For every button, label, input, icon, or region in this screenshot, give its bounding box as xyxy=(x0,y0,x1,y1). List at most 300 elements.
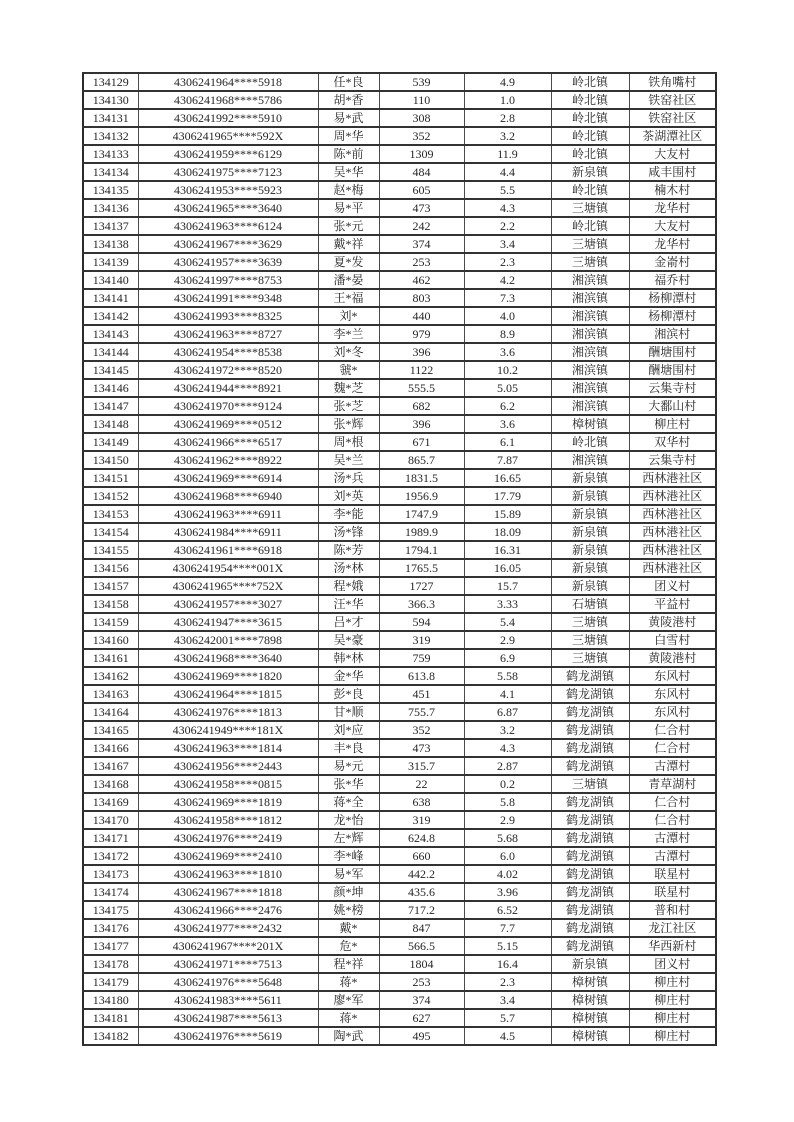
cell-value2: 7.87 xyxy=(464,451,551,469)
cell-town: 鹤龙湖镇 xyxy=(551,667,629,685)
cell-seq: 134154 xyxy=(83,523,138,541)
cell-value2: 3.2 xyxy=(464,721,551,739)
cell-seq: 134164 xyxy=(83,703,138,721)
cell-village: 龙华村 xyxy=(629,199,716,217)
cell-village: 大鄱山村 xyxy=(629,397,716,415)
cell-name: 金*华 xyxy=(318,667,379,685)
cell-seq: 134140 xyxy=(83,271,138,289)
cell-town: 岭北镇 xyxy=(551,217,629,235)
cell-value1: 22 xyxy=(379,775,464,793)
cell-name: 周*华 xyxy=(318,127,379,145)
table-row xyxy=(83,163,716,181)
table-row xyxy=(83,505,716,523)
table-row xyxy=(83,883,716,901)
cell-town: 新泉镇 xyxy=(551,559,629,577)
cell-value2: 17.79 xyxy=(464,487,551,505)
table-row xyxy=(83,685,716,703)
cell-village: 龙华村 xyxy=(629,235,716,253)
cell-value2: 3.33 xyxy=(464,595,551,613)
cell-value1: 624.8 xyxy=(379,829,464,847)
cell-name: 姚*榜 xyxy=(318,901,379,919)
cell-seq: 134179 xyxy=(83,973,138,991)
cell-value2: 2.87 xyxy=(464,757,551,775)
cell-value1: 315.7 xyxy=(379,757,464,775)
table-row xyxy=(83,433,716,451)
cell-name: 汤*林 xyxy=(318,559,379,577)
cell-seq: 134148 xyxy=(83,415,138,433)
cell-name: 颜*坤 xyxy=(318,883,379,901)
cell-id-number: 4306241969****2410 xyxy=(138,847,318,865)
cell-name: 吕*才 xyxy=(318,613,379,631)
cell-village: 西林港社区 xyxy=(629,505,716,523)
table-row xyxy=(83,919,716,937)
cell-seq: 134143 xyxy=(83,325,138,343)
cell-name: 廖*军 xyxy=(318,991,379,1009)
cell-village: 茶湖潭社区 xyxy=(629,127,716,145)
cell-value2: 5.68 xyxy=(464,829,551,847)
cell-id-number: 4306241963****6911 xyxy=(138,505,318,523)
table-row xyxy=(83,199,716,217)
cell-seq: 134182 xyxy=(83,1027,138,1045)
cell-value1: 638 xyxy=(379,793,464,811)
cell-seq: 134147 xyxy=(83,397,138,415)
cell-name: 龙*怡 xyxy=(318,811,379,829)
cell-value2: 5.15 xyxy=(464,937,551,955)
cell-seq: 134159 xyxy=(83,613,138,631)
cell-id-number: 4306241965****752X xyxy=(138,577,318,595)
cell-value2: 16.31 xyxy=(464,541,551,559)
cell-name: 程*娥 xyxy=(318,577,379,595)
cell-village: 柳庄村 xyxy=(629,1009,716,1027)
cell-name: 吴*兰 xyxy=(318,451,379,469)
cell-name: 汤*兵 xyxy=(318,469,379,487)
cell-value2: 18.09 xyxy=(464,523,551,541)
cell-village: 仁合村 xyxy=(629,793,716,811)
cell-town: 三塘镇 xyxy=(551,253,629,271)
cell-name: 易*军 xyxy=(318,865,379,883)
table-row xyxy=(83,127,716,145)
table-row xyxy=(83,415,716,433)
cell-id-number: 4306241976****1813 xyxy=(138,703,318,721)
cell-seq: 134175 xyxy=(83,901,138,919)
cell-town: 新泉镇 xyxy=(551,541,629,559)
cell-town: 三塘镇 xyxy=(551,199,629,217)
cell-name: 李*兰 xyxy=(318,325,379,343)
cell-id-number: 4306241966****6517 xyxy=(138,433,318,451)
cell-value1: 671 xyxy=(379,433,464,451)
cell-village: 西林港社区 xyxy=(629,541,716,559)
cell-village: 东风村 xyxy=(629,685,716,703)
cell-value1: 539 xyxy=(379,73,464,91)
cell-name: 陈*前 xyxy=(318,145,379,163)
cell-seq: 134139 xyxy=(83,253,138,271)
cell-town: 鹤龙湖镇 xyxy=(551,739,629,757)
cell-name: 潘*晏 xyxy=(318,271,379,289)
cell-value1: 682 xyxy=(379,397,464,415)
cell-village: 青草湖村 xyxy=(629,775,716,793)
cell-value1: 1794.1 xyxy=(379,541,464,559)
cell-town: 石塘镇 xyxy=(551,595,629,613)
cell-value2: 16.65 xyxy=(464,469,551,487)
cell-name: 刘* xyxy=(318,307,379,325)
cell-value2: 4.02 xyxy=(464,865,551,883)
cell-value2: 3.4 xyxy=(464,991,551,1009)
cell-village: 黄陵港村 xyxy=(629,613,716,631)
cell-village: 福乔村 xyxy=(629,271,716,289)
cell-seq: 134153 xyxy=(83,505,138,523)
cell-village: 西林港社区 xyxy=(629,559,716,577)
table-row xyxy=(83,271,716,289)
cell-name: 陶*武 xyxy=(318,1027,379,1045)
table-row xyxy=(83,73,716,91)
cell-town: 湘滨镇 xyxy=(551,325,629,343)
cell-value1: 396 xyxy=(379,415,464,433)
cell-name: 易*元 xyxy=(318,757,379,775)
cell-value1: 319 xyxy=(379,811,464,829)
cell-value2: 3.2 xyxy=(464,127,551,145)
cell-seq: 134176 xyxy=(83,919,138,937)
cell-name: 甘*顺 xyxy=(318,703,379,721)
cell-village: 仁合村 xyxy=(629,811,716,829)
cell-town: 鹤龙湖镇 xyxy=(551,811,629,829)
cell-town: 三塘镇 xyxy=(551,631,629,649)
cell-town: 鹤龙湖镇 xyxy=(551,757,629,775)
cell-seq: 134152 xyxy=(83,487,138,505)
cell-town: 鹤龙湖镇 xyxy=(551,721,629,739)
cell-town: 鹤龙湖镇 xyxy=(551,847,629,865)
cell-value2: 4.5 xyxy=(464,1027,551,1045)
cell-village: 东风村 xyxy=(629,703,716,721)
table-row xyxy=(83,775,716,793)
cell-id-number: 4306241977****2432 xyxy=(138,919,318,937)
cell-value1: 352 xyxy=(379,127,464,145)
cell-town: 新泉镇 xyxy=(551,163,629,181)
cell-value2: 2.8 xyxy=(464,109,551,127)
cell-value1: 473 xyxy=(379,199,464,217)
cell-value1: 396 xyxy=(379,343,464,361)
table-row xyxy=(83,451,716,469)
cell-name: 刘*英 xyxy=(318,487,379,505)
cell-name: 蒋*全 xyxy=(318,793,379,811)
cell-id-number: 4306241970****9124 xyxy=(138,397,318,415)
cell-village: 仁合村 xyxy=(629,721,716,739)
cell-value1: 627 xyxy=(379,1009,464,1027)
cell-value2: 5.8 xyxy=(464,793,551,811)
cell-village: 古潭村 xyxy=(629,847,716,865)
cell-town: 岭北镇 xyxy=(551,181,629,199)
cell-town: 樟树镇 xyxy=(551,991,629,1009)
cell-id-number: 4306241965****592X xyxy=(138,127,318,145)
cell-value2: 4.0 xyxy=(464,307,551,325)
cell-village: 大友村 xyxy=(629,217,716,235)
table-row xyxy=(83,577,716,595)
cell-village: 铁窑社区 xyxy=(629,91,716,109)
cell-value1: 308 xyxy=(379,109,464,127)
document-page xyxy=(82,72,717,1046)
cell-town: 鹤龙湖镇 xyxy=(551,793,629,811)
cell-id-number: 4306241976****5619 xyxy=(138,1027,318,1045)
table-row xyxy=(83,865,716,883)
cell-town: 湘滨镇 xyxy=(551,451,629,469)
cell-id-number: 4306241964****1815 xyxy=(138,685,318,703)
cell-value1: 865.7 xyxy=(379,451,464,469)
cell-value1: 594 xyxy=(379,613,464,631)
cell-id-number: 4306241968****6940 xyxy=(138,487,318,505)
cell-value1: 440 xyxy=(379,307,464,325)
table-row xyxy=(83,1027,716,1045)
table-row xyxy=(83,361,716,379)
cell-id-number: 4306241959****6129 xyxy=(138,145,318,163)
cell-value2: 0.2 xyxy=(464,775,551,793)
cell-village: 大友村 xyxy=(629,145,716,163)
cell-village: 黄陵港村 xyxy=(629,649,716,667)
cell-name: 刘*应 xyxy=(318,721,379,739)
cell-seq: 134155 xyxy=(83,541,138,559)
cell-name: 蒋* xyxy=(318,1009,379,1027)
cell-town: 湘滨镇 xyxy=(551,271,629,289)
cell-value1: 366.3 xyxy=(379,595,464,613)
cell-seq: 134145 xyxy=(83,361,138,379)
cell-village: 平益村 xyxy=(629,595,716,613)
cell-seq: 134134 xyxy=(83,163,138,181)
cell-village: 西林港社区 xyxy=(629,487,716,505)
cell-seq: 134144 xyxy=(83,343,138,361)
cell-value2: 4.2 xyxy=(464,271,551,289)
table-row xyxy=(83,325,716,343)
cell-seq: 134157 xyxy=(83,577,138,595)
table-row xyxy=(83,703,716,721)
cell-name: 吴*豪 xyxy=(318,631,379,649)
cell-town: 三塘镇 xyxy=(551,235,629,253)
cell-village: 联星村 xyxy=(629,865,716,883)
cell-value2: 5.05 xyxy=(464,379,551,397)
cell-name: 陈*芳 xyxy=(318,541,379,559)
cell-seq: 134136 xyxy=(83,199,138,217)
cell-value2: 2.3 xyxy=(464,973,551,991)
cell-village: 云集寺村 xyxy=(629,451,716,469)
cell-value2: 7.3 xyxy=(464,289,551,307)
cell-village: 铁角嘴村 xyxy=(629,73,716,91)
cell-value2: 2.9 xyxy=(464,631,551,649)
cell-value2: 6.87 xyxy=(464,703,551,721)
cell-value2: 6.1 xyxy=(464,433,551,451)
cell-town: 新泉镇 xyxy=(551,523,629,541)
table-row xyxy=(83,541,716,559)
table-row xyxy=(83,469,716,487)
table-row xyxy=(83,811,716,829)
cell-seq: 134158 xyxy=(83,595,138,613)
cell-name: 夏*发 xyxy=(318,253,379,271)
cell-village: 仁合村 xyxy=(629,739,716,757)
cell-id-number: 4306241961****6918 xyxy=(138,541,318,559)
cell-id-number: 4306241963****1814 xyxy=(138,739,318,757)
cell-value2: 15.7 xyxy=(464,577,551,595)
cell-value2: 5.4 xyxy=(464,613,551,631)
cell-village: 华西新村 xyxy=(629,937,716,955)
cell-value1: 484 xyxy=(379,163,464,181)
cell-id-number: 4306241967****3629 xyxy=(138,235,318,253)
cell-value2: 11.9 xyxy=(464,145,551,163)
cell-village: 团义村 xyxy=(629,955,716,973)
cell-id-number: 4306241967****1818 xyxy=(138,883,318,901)
cell-village: 西林港社区 xyxy=(629,523,716,541)
cell-seq: 134170 xyxy=(83,811,138,829)
cell-id-number: 4306241984****6911 xyxy=(138,523,318,541)
cell-id-number: 4306241983****5611 xyxy=(138,991,318,1009)
cell-name: 周*根 xyxy=(318,433,379,451)
cell-seq: 134150 xyxy=(83,451,138,469)
cell-seq: 134166 xyxy=(83,739,138,757)
cell-village: 古潭村 xyxy=(629,829,716,847)
cell-name: 张*华 xyxy=(318,775,379,793)
cell-name: 汪*华 xyxy=(318,595,379,613)
benefit-detail-table xyxy=(82,72,717,1046)
cell-name: 左*辉 xyxy=(318,829,379,847)
table-row xyxy=(83,739,716,757)
cell-village: 杨柳潭村 xyxy=(629,307,716,325)
table-body xyxy=(83,73,716,1045)
table-row xyxy=(83,667,716,685)
cell-town: 新泉镇 xyxy=(551,469,629,487)
cell-id-number: 4306241958****1812 xyxy=(138,811,318,829)
cell-value2: 4.3 xyxy=(464,739,551,757)
cell-village: 酬塘围村 xyxy=(629,343,716,361)
cell-town: 湘滨镇 xyxy=(551,379,629,397)
cell-value2: 5.5 xyxy=(464,181,551,199)
cell-seq: 134180 xyxy=(83,991,138,1009)
cell-value2: 6.0 xyxy=(464,847,551,865)
cell-seq: 134167 xyxy=(83,757,138,775)
cell-value1: 605 xyxy=(379,181,464,199)
cell-town: 岭北镇 xyxy=(551,433,629,451)
cell-id-number: 4306241958****0815 xyxy=(138,775,318,793)
cell-value1: 1727 xyxy=(379,577,464,595)
cell-value2: 16.4 xyxy=(464,955,551,973)
cell-value2: 4.4 xyxy=(464,163,551,181)
cell-seq: 134168 xyxy=(83,775,138,793)
cell-value1: 566.5 xyxy=(379,937,464,955)
table-row xyxy=(83,595,716,613)
cell-name: 韩*林 xyxy=(318,649,379,667)
cell-seq: 134177 xyxy=(83,937,138,955)
cell-town: 岭北镇 xyxy=(551,73,629,91)
cell-value1: 660 xyxy=(379,847,464,865)
cell-value1: 1747.9 xyxy=(379,505,464,523)
cell-name: 胡*香 xyxy=(318,91,379,109)
table-row xyxy=(83,649,716,667)
cell-village: 团义村 xyxy=(629,577,716,595)
cell-value2: 8.9 xyxy=(464,325,551,343)
table-row xyxy=(83,253,716,271)
cell-name: 任*良 xyxy=(318,73,379,91)
cell-village: 咸丰围村 xyxy=(629,163,716,181)
cell-town: 湘滨镇 xyxy=(551,289,629,307)
cell-id-number: 4306241969****1819 xyxy=(138,793,318,811)
cell-town: 鹤龙湖镇 xyxy=(551,703,629,721)
cell-id-number: 4306241969****1820 xyxy=(138,667,318,685)
cell-value1: 473 xyxy=(379,739,464,757)
cell-value1: 242 xyxy=(379,217,464,235)
cell-value1: 1309 xyxy=(379,145,464,163)
cell-name: 吴*华 xyxy=(318,163,379,181)
cell-id-number: 4306241953****5923 xyxy=(138,181,318,199)
cell-seq: 134160 xyxy=(83,631,138,649)
cell-seq: 134165 xyxy=(83,721,138,739)
table-row xyxy=(83,937,716,955)
cell-village: 龙江社区 xyxy=(629,919,716,937)
cell-town: 鹤龙湖镇 xyxy=(551,883,629,901)
table-row xyxy=(83,901,716,919)
cell-id-number: 4306241957****3027 xyxy=(138,595,318,613)
cell-value2: 16.05 xyxy=(464,559,551,577)
cell-town: 鹤龙湖镇 xyxy=(551,865,629,883)
cell-value1: 555.5 xyxy=(379,379,464,397)
cell-value2: 3.6 xyxy=(464,343,551,361)
cell-id-number: 4306241987****5613 xyxy=(138,1009,318,1027)
table-row xyxy=(83,343,716,361)
cell-value2: 6.2 xyxy=(464,397,551,415)
cell-name: 张*元 xyxy=(318,217,379,235)
table-row xyxy=(83,613,716,631)
cell-town: 岭北镇 xyxy=(551,127,629,145)
table-row xyxy=(83,397,716,415)
cell-seq: 134181 xyxy=(83,1009,138,1027)
cell-value1: 435.6 xyxy=(379,883,464,901)
cell-value2: 4.9 xyxy=(464,73,551,91)
cell-town: 三塘镇 xyxy=(551,775,629,793)
cell-id-number: 4306241993****8325 xyxy=(138,307,318,325)
cell-id-number: 4306241972****8520 xyxy=(138,361,318,379)
cell-village: 西林港社区 xyxy=(629,469,716,487)
table-row xyxy=(83,955,716,973)
table-row xyxy=(83,91,716,109)
cell-seq: 134169 xyxy=(83,793,138,811)
cell-name: 李*峰 xyxy=(318,847,379,865)
cell-name: 汤*锋 xyxy=(318,523,379,541)
cell-id-number: 4306241992****5910 xyxy=(138,109,318,127)
cell-town: 樟树镇 xyxy=(551,415,629,433)
cell-town: 新泉镇 xyxy=(551,487,629,505)
cell-id-number: 4306241966****2476 xyxy=(138,901,318,919)
table-row xyxy=(83,631,716,649)
table-row xyxy=(83,847,716,865)
cell-village: 柳庄村 xyxy=(629,991,716,1009)
cell-name: 戴* xyxy=(318,919,379,937)
cell-value2: 3.6 xyxy=(464,415,551,433)
cell-value1: 1956.9 xyxy=(379,487,464,505)
table-row xyxy=(83,757,716,775)
cell-value1: 1989.9 xyxy=(379,523,464,541)
cell-seq: 134132 xyxy=(83,127,138,145)
cell-seq: 134137 xyxy=(83,217,138,235)
cell-id-number: 4306241976****5648 xyxy=(138,973,318,991)
cell-village: 普和村 xyxy=(629,901,716,919)
cell-seq: 134163 xyxy=(83,685,138,703)
cell-value1: 352 xyxy=(379,721,464,739)
cell-town: 岭北镇 xyxy=(551,109,629,127)
table-row xyxy=(83,109,716,127)
cell-town: 鹤龙湖镇 xyxy=(551,937,629,955)
cell-town: 樟树镇 xyxy=(551,1027,629,1045)
cell-name: 张*芝 xyxy=(318,397,379,415)
cell-seq: 134130 xyxy=(83,91,138,109)
cell-value1: 803 xyxy=(379,289,464,307)
cell-value2: 1.0 xyxy=(464,91,551,109)
cell-value2: 5.58 xyxy=(464,667,551,685)
cell-id-number: 4306241976****2419 xyxy=(138,829,318,847)
cell-name: 丰*良 xyxy=(318,739,379,757)
cell-value1: 451 xyxy=(379,685,464,703)
